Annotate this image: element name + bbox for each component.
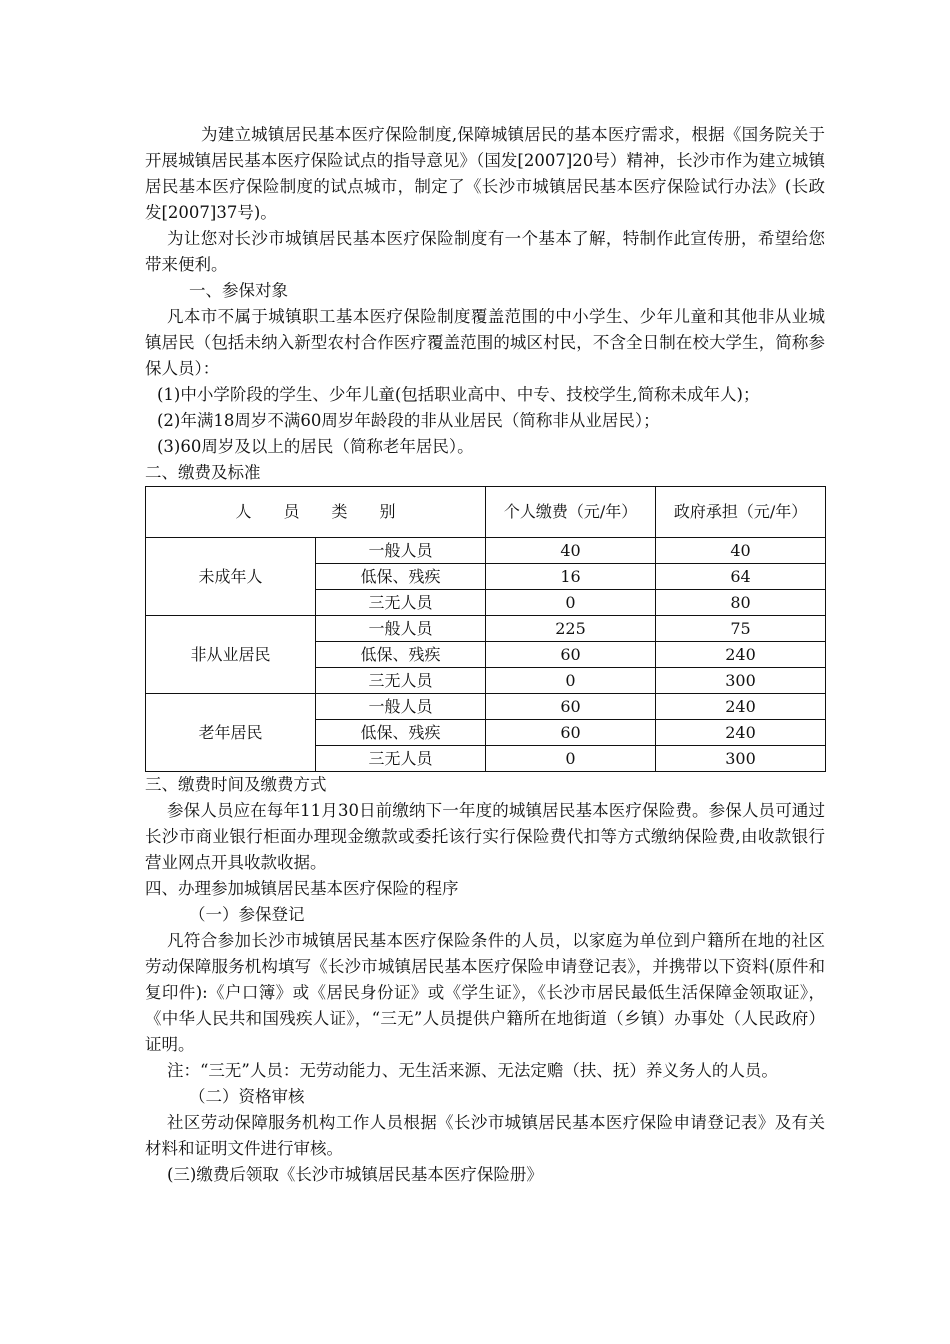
gov-cell: 40: [656, 538, 826, 564]
type-cell: 一般人员: [316, 694, 486, 720]
section-1-body: 凡本市不属于城镇职工基本医疗保险制度覆盖范围的中小学生、少年儿童和其他非从业城镇居民（包括未纳入新型农村合作医疗覆盖范围的城区村民，不含全日制在校大学生，简称参保人员）：: [145, 307, 825, 378]
subsection-1-heading: （一）参保登记: [189, 905, 305, 924]
section-2-heading: 二、缴费及标准: [145, 463, 261, 482]
type-cell: 低保、残疾: [316, 564, 486, 590]
type-cell: 一般人员: [316, 616, 486, 642]
type-cell: 低保、残疾: [316, 720, 486, 746]
subsection-1-body: 凡符合参加长沙市城镇居民基本医疗保险条件的人员，以家庭为单位到户籍所在地的社区劳动保障服务机构填写《长沙市城镇居民基本医疗保险申请登记表》，并携带以下资料(原件和复印件):《户口簿》或《居民身份证》或《学生证》，《长沙市居民最低生活保障金领取证》，《中华人民共和国残疾人证》，“三无”人员提供户籍所在地街道（乡镇）办事处（人民政府）证明。: [145, 931, 825, 1054]
gov-cell: 300: [656, 746, 826, 772]
gov-cell: 80: [656, 590, 826, 616]
type-cell: 一般人员: [316, 538, 486, 564]
group-label: 非从业居民: [146, 616, 316, 694]
intro-paragraph-2: 为让您对长沙市城镇居民基本医疗保险制度有一个基本了解，特制作此宣传册，希望给您带来便利。: [145, 229, 825, 274]
section-1-item-3: (3)60周岁及以上的居民（简称老年居民）。: [157, 437, 474, 456]
gov-cell: 240: [656, 694, 826, 720]
header-government: 政府承担（元/年）: [656, 487, 826, 538]
section-3-heading: 三、缴费时间及缴费方式: [145, 775, 327, 794]
personal-cell: 40: [486, 538, 656, 564]
personal-cell: 60: [486, 694, 656, 720]
table-header-row: [146, 487, 826, 538]
personal-cell: 0: [486, 746, 656, 772]
header-category: 人员类别: [146, 487, 486, 538]
section-1-heading: 一、参保对象: [189, 281, 288, 300]
header-personal: 个人缴费（元/年）: [486, 487, 656, 538]
type-cell: 低保、残疾: [316, 642, 486, 668]
gov-cell: 240: [656, 642, 826, 668]
table-row: [146, 538, 826, 564]
personal-cell: 60: [486, 642, 656, 668]
gov-cell: 300: [656, 668, 826, 694]
personal-cell: 0: [486, 590, 656, 616]
section-1-item-2: (2)年满18周岁不满60周岁年龄段的非从业居民（简称非从业居民）；: [157, 411, 660, 430]
type-cell: 三无人员: [316, 746, 486, 772]
type-cell: 三无人员: [316, 590, 486, 616]
intro-paragraph-1: 为建立城镇居民基本医疗保险制度,保障城镇居民的基本医疗需求，根据《国务院关于开展城镇居民基本医疗保险试点的指导意见》（国发[2007]20号）精神，长沙市作为建立城镇居民基本医疗保险制度的试点城市，制定了《长沙市城镇居民基本医疗保险试行办法》(长政发[2007]37号)。: [145, 125, 825, 222]
gov-cell: 75: [656, 616, 826, 642]
table-row: [146, 694, 826, 720]
personal-cell: 225: [486, 616, 656, 642]
fee-table: [145, 486, 826, 772]
note-paragraph: 注：“三无”人员：无劳动能力、无生活来源、无法定赡（扶、抚）养义务人的人员。: [167, 1061, 778, 1080]
table-row: [146, 616, 826, 642]
subsection-3-heading: (三)缴费后领取《长沙市城镇居民基本医疗保险册》: [167, 1165, 543, 1184]
subsection-2-heading: （二）资格审核: [189, 1087, 305, 1106]
section-1-item-1: (1)中小学阶段的学生、少年儿童(包括职业高中、中专、技校学生,简称未成年人)；: [157, 385, 760, 404]
subsection-2-body: 社区劳动保障服务机构工作人员根据《长沙市城镇居民基本医疗保险申请登记表》及有关材料和证明文件进行审核。: [145, 1113, 825, 1158]
document-page: [145, 122, 825, 1188]
personal-cell: 0: [486, 668, 656, 694]
type-cell: 三无人员: [316, 668, 486, 694]
personal-cell: 16: [486, 564, 656, 590]
group-label: 老年居民: [146, 694, 316, 772]
section-4-heading: 四、办理参加城镇居民基本医疗保险的程序: [145, 879, 459, 898]
group-label: 未成年人: [146, 538, 316, 616]
personal-cell: 60: [486, 720, 656, 746]
gov-cell: 64: [656, 564, 826, 590]
gov-cell: 240: [656, 720, 826, 746]
section-3-body: 参保人员应在每年11月30日前缴纳下一年度的城镇居民基本医疗保险费。参保人员可通过长沙市商业银行柜面办理现金缴款或委托该行实行保险费代扣等方式缴纳保险费,由收款银行营业网点开具收款收据。: [145, 801, 825, 872]
